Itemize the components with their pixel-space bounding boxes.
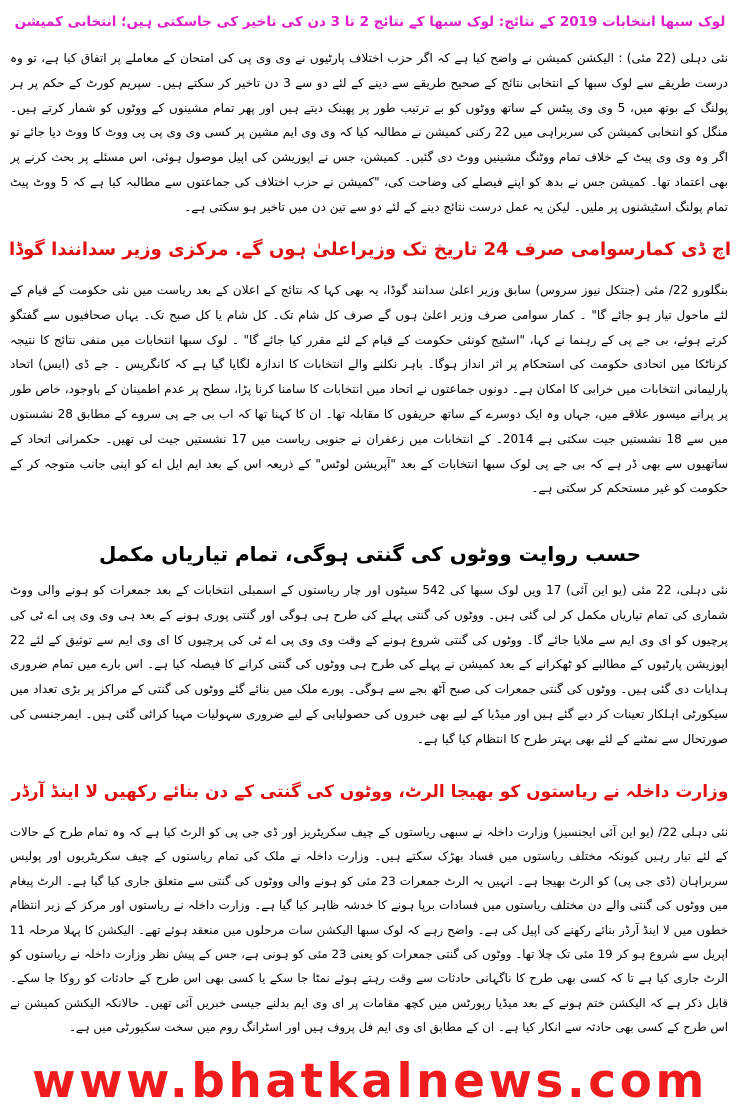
article-body-kumaraswamy: بنگلورو 22/ مئی (جنتکل نیوز سروس) سابق وزیر اعلیٰ سدانند گوڈا، یہ بھی کہا کہ نتائج کے اعلان کے بعد ریاست میں نئی حکومت کے قیام کے لئے ماحول تیار ہو جائے گا" ۔ کمار سوامی صرف وزیر اعلیٰ ہوں گے صرف کل شام تک۔ کل شام یا کل صبح تک۔ یہاں صحافیوں سے گفتگو کرتے ہوئے، بی جے پی کے رہنما نے کہا، "اسٹیج کونئی حکومت کے قیام کے لئے مقرر کیا جائے گا" ۔ لوک سبھا انتخابات میں منفی نتائج کا نتیجہ کرناٹکا میں اتحادی حکومت کی استحکام پر اثر انداز ہوگا۔ باہر نکلنے والے انتخابات کا اندازہ لگایا گیا ہے کہ کانگریس ۔ جے ڈی (ایس) اتحاد پارلیمانی انتخابات میں خرابی کا امکان ہے۔ دونوں جماعتوں نے اتحاد میں انتخابات کا سامنا کرنا پڑا، سطح پر عدم اطمینان کے باوجود، خاص طور پر پرانے میسور علاقے میں، جہاں وہ ایک دوسرے کے ساتھ حریفوں کا مقابلہ تھا۔ ان کا کہنا تھا کہ اب بی جے پی سروے کے مطابق 28 نشستوں میں سے 18 نشستیں جیت سکتی ہے 2014۔ کے انتخابات میں زعفران نے جنوبی ریاست میں 17 نشستیں جیت لی تھیں۔ حکمرانی اتحاد کے ساتھیوں سے بھی ڈر ہے کہ بی جے پی لوک سبھا انتخابات کے بعد "آپریشن لوٹس" کے ذریعہ اس کے بعد ایم ایل اے کو اپنی جانب متوجہ کر کے حکومت کو غیر مستحکم کر سکتی ہے۔ bbox=[10, 283, 728, 496]
headline-home-ministry-alert: وزارت داخلہ نے ریاستوں کو بھیجا الرٹ، ووٹوں کی گنتی کے دن بنائے رکھیں لا اینڈ آرڈر bbox=[11, 782, 729, 802]
headline-vote-counting-preparations: حسب روایت ووٹوں کی گنتی ہوگی، تمام تیاریاں مکمل bbox=[98, 542, 642, 566]
headline-election-results-delay: لوک سبھا انتخابات 2019 کے نتائج: لوک سبھا کے نتائج 2 تا 3 دن کی تاخیر کی جاسکتی ہیں؛ انتخابی کمیشن bbox=[14, 14, 726, 30]
article-body-home-ministry-alert: نئی دہلی 22/ (یو این آئی ایجنسیز) وزارت داخلہ نے سبھی ریاستوں کے چیف سکریٹریز اور ڈی جی پی کو الرٹ کیا ہے کہ وہ تمام طرح کے حالات کے لئے تیار رہیں کیونکہ مختلف ریاستوں میں فساد بھڑک سکتے ہیں۔ وزارت داخلہ نے ملک کی تمام ریاستوں کے چیف سکریٹریوں اور پولیس سربراہان (ڈی جی پی) کو الرٹ بھیجا ہے۔ انہیں یہ الرٹ جمعرات 23 مئی کو ہونے والی ووٹوں کی گنتی سے متعلق جاری کیا گیا ہے۔ الرٹ پیغام میں ووٹوں کی گنتی والے دن مختلف ریاستوں میں فسادات برپا ہونے کا خدشہ ظاہر کیا گیا ہے۔ وزارت داخلہ نے ریاستوں اور مرکز کے زیر انتظام خطوں میں لا اینڈ آرڈر بنائے رکھنے کی اپیل کی ہے۔ واضح رہے کہ لوک سبھا الیکشن سات مرحلوں میں منعقد ہوئے تھے۔ الیکشن کا پہلا مرحلہ 11 اپریل سے شروع ہو کر 19 مئی تک چلا تھا۔ ووٹوں کی گنتی جمعرات کو یعنی 23 مئی کو ہونی ہے، جس کے پیش نظر وزارت داخلہ نے ریاستوں کو الرٹ جاری کیا ہے تا کہ کسی بھی طرح کا ناگہانی حادثات سے وقت رہتے ہوئے نمٹا جا سکے یا کسی بھی اس طرح کے حادثات کو روکا جا سکے۔ قابل ذکر ہے کہ الیکشن ختم ہونے کے بعد میڈیا رپورٹس میں کچھ مقامات پر ای وی ایم بدلنے جیسی خبریں آئی تھیں۔ حالانکہ الیکشن کمیشن نے اس طرح کے کسی بھی حادثہ سے انکار کیا ہے۔ ان کے مطابق ای وی ایم فل پروف ہیں اور اسٹرانگ روم میں سخت سکیورٹی میں ہے۔ bbox=[10, 825, 728, 1035]
headline-kumaraswamy: اچ ڈی کمارسوامی صرف 24 تاریخ تک وزیراعلیٰ ہوں گے. مرکزی وزیر سدانندا گوڈا bbox=[8, 239, 732, 260]
article-body-vote-counting-preparations: نئی دہلی، 22 مئی (یو این آئی) 17 ویں لوک سبھا کی 542 سیٹوں اور چار ریاستوں کے اسمبلی انتخابات کے بعد جمعرات کو ہونے والی ووٹ شماری کی تمام تیاریاں مکمل کر لی گئی ہیں۔ ووٹوں کی گنتی پہلے کی طرح ہی ہوگی اور گنتی پوری ہونے کے بعد ہی وی وی پی اے ٹی کی پرچیوں کو ای وی ایم سے ملایا جائے گا۔ ووٹوں کی گنتی شروع ہونے کے وقت وی وی پی اے ٹی کی پرچیوں کا ای وی ایم سے توثیق کے لئے 22 اپوزیشن پارٹیوں کے مطالبے کو ٹھکرانے کے بعد کمیشن نے پہلے کی طرح ہی ووٹوں کی گنتی کرانے کا فیصلہ کیا ہے۔ اس بارے میں تمام ضروری ہدایات دی گئی ہیں۔ ووٹوں کی گنتی جمعرات کی صبح آٹھ بجے سے ہوگی۔ پورے ملک میں بنائے گئے ووٹوں کی گنتی کے مراکز پر بڑی تعداد میں سیکورٹی اہلکار تعینات کر دیے گئے ہیں اور میڈیا کے لیے بھی خبروں کی حصولیابی کے لیے ضروری سہولیات مہیا کرائی گئی ہیں۔ ایمرجنسی کی صورتحال سے نمٹنے کے لئے بھی بہتر طرح کا انتظام کیا گیا ہے۔ bbox=[10, 583, 728, 746]
site-watermark-url: www.bhatkalnews.com bbox=[32, 1060, 708, 1104]
article-body-election-results-delay: نئی دہلی (22 مئی) : الیکشن کمیشن نے واضح کیا ہے کہ اگر حزب اختلاف پارٹیوں نے وی وی پی کی امتحان کے معاملے پر اتفاق کیا ہے، تو وہ درست طریقے سے لوک سبھا کے انتخابی نتائج کے صحیح طریقے سے دینے کے لئے دو سے 3 دن تاخیر کر سکتے ہیں۔ سپریم کورٹ کے حکم پر ہر پولنگ کے بوتھ میں، 5 وی وی پیٹس کے ساتھ ووٹوں کو بے ترتیب طور پر پھینک دیتے ہیں اور پھر تمام مشینوں کے ووٹوں کو شمار کرتے ہیں۔ منگل کو انتخابی کمیشن کی سربراہی میں 22 رکنی کمیشن نے مطالبہ کیا کہ وی وی ایم مشین پر کسی وی وی پی پی ووٹ کا ووٹ دیا جائے تو اگر وہ وی وی پیٹ کے خلاف تمام ووٹنگ مشینیں ووٹ دی گئیں۔ کمیشن، جس نے اپوزیشن کی اپیل موصول ہوئی، اس مسئلے پر بحث کرنے پر بھی اعتماد تھا۔ کمیشن جس نے بدھ کو اپنے فیصلے کی وضاحت کی، "کمیشن نے حزب اختلاف کی جماعتوں سے مطالبہ کیا ہے کہ 5 ووٹ پیٹ تمام پولنگ اسٹیشنوں پر ملیں۔ لیکن یہ عمل درست نتائج دینے کے لئے دو سے تین دن میں تاخیر ہو سکتی ہے۔ bbox=[10, 51, 728, 214]
